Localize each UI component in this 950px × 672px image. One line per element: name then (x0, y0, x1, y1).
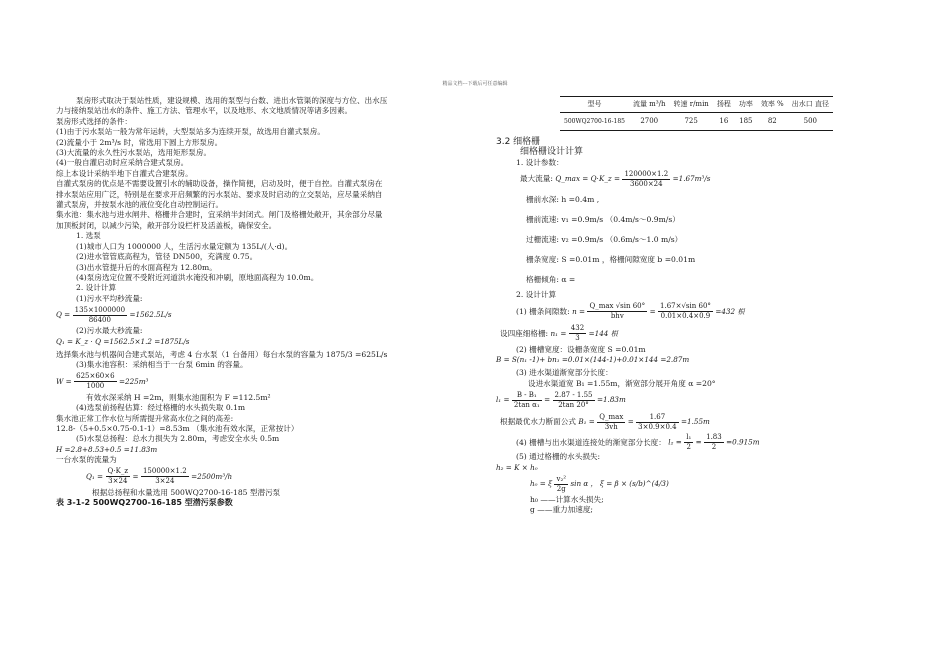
paragraph-line: (2)流量小于 2m³/s 时，常选用下圆上方形泵房。 (56, 137, 223, 147)
equation-volume: W = $\frac{625\times 60\times 6}{1000}$ =225m³ (56, 372, 149, 391)
equation-h0: h₀ = ξ $\frac{\text{v₂²}}{2g}$ sin α ， ξ = β × (s/b)^(4/3) (530, 474, 669, 493)
section-heading: 2. 设计计算 (516, 290, 557, 300)
subsection-heading: 细格栅设计计算 (520, 147, 584, 158)
table-caption: 表 3-1-2 500WQ2700-16-185 型潜污泵参数 (56, 498, 233, 507)
table-cell: 2700 (629, 113, 670, 131)
paragraph-line: (1)污水平均秒流量: (76, 293, 143, 303)
paragraph-line: 有效水深采纳 H =2m，则集水池面积为 F =112.5m² (86, 392, 271, 402)
paragraph-line: (5) 通过格栅的水头损失: (516, 452, 601, 462)
fraction: $\frac{432}{3}$ (570, 324, 585, 343)
fraction: $\frac{Q\_\max √\sin 60^\circ}{\text{bhv}}$ (589, 302, 646, 321)
definition-line: h₀ ——计算水头损失; (530, 495, 604, 505)
paragraph-line: 1. 设计参数： (516, 157, 564, 167)
table-header-cell: 型号 (560, 97, 629, 113)
equation-head: H =2.8+8.53+0.5 =11.83m (56, 444, 158, 454)
table-header-cell: 扬程 (713, 97, 735, 113)
paragraph-line: 格栅倾角: α = (526, 275, 576, 285)
paragraph-line: 过栅流速: v₂ =0.9m/s （0.6m/s～1.0 m/s） (526, 235, 683, 245)
fraction: $\frac{2.87 - 1.55}{2\tan 20^\circ}$ (554, 390, 593, 409)
equation-qmax: 最大流量: Q_max = Q⋅K_z = $\frac{120000\times 1.2}{3600\times 24}$ =1.67m³/s (520, 169, 711, 188)
table-cell: 82 (757, 113, 788, 131)
paragraph-line: 排水泵站应用广泛，特别是在要求开启频繁的污水泵站、要求及时启动的立交泵站，应尽量采纳自 (56, 189, 383, 199)
paragraph-line: (1)城市人口为 1000000 人，生活污水量定额为 135L/(人·d)。 (76, 241, 293, 251)
paragraph-line: 集水池：集水池与进水闸井、格栅井合建时，宜采纳半封闭式。闸门及格栅处敞开，其余部分尽量 (56, 210, 383, 220)
paragraph-line: 栅前水深: h =0.4m , (526, 195, 600, 205)
table-cell: 500WQ2700-16-185 (560, 113, 629, 131)
fraction: $\frac{1.83}{2}$ (706, 433, 722, 452)
fraction: $\frac{\text{B - B₁}}{\text{2tan α₁}}$ (513, 390, 540, 409)
table-cell: 16 (713, 113, 735, 131)
fraction: $\frac{\text{l₁}}{2}$ (686, 433, 692, 452)
table-row (560, 113, 833, 131)
paragraph-line: 自灌式泵房的优点是不需要设置引水的辅助设备，操作简便，启动及时，便于自控。自灌式泵房在 (56, 179, 383, 189)
equation-l2-row: (4) 栅槽与出水渠道连接处的渐宽部分长度： l₂ = $\frac{\text{l₁}}{2}$ = $\frac{1.83}{2}$ =0.915m (516, 433, 760, 452)
paragraph-line: (4)泵房选定位置不受附近河道洪水淹没和冲刷，原地面高程为 10.0m。 (76, 272, 319, 282)
left-column (56, 96, 476, 508)
table-cell: 500 (788, 113, 833, 131)
fraction: $\frac{150000\times 1.2}{3\times 24}$ (142, 467, 187, 486)
fraction: $\frac{\text{v₂²}}{2g}$ (556, 474, 567, 493)
paragraph-line: 设进水渠道宽 B₁ =1.55m，渐宽部分展开角度 α =20° (528, 378, 716, 388)
table-cell: 725 (670, 113, 713, 131)
table-header-cell: 效率 % (757, 97, 788, 113)
paragraph-line: (4)选泵前扬程估算：经过格栅的水头损失取 0.1m (76, 403, 246, 413)
paragraph-line: (3)大流量的永久性污水泵站，选用矩形泵房。 (56, 148, 212, 158)
equation-l1: l₁ = $\frac{\text{B - B₁}}{\text{2tan α₁}}$ = $\frac{2.87 - 1.55}{2\tan 20^\circ}$ =1.83m (496, 390, 626, 409)
paragraph-line: 加顶板封闭，以减少污染，敞开部分设栏杆及活盖板，确保安全。 (56, 220, 277, 230)
equation-pump-flow: Q₁ = $\frac{Q\cdot K\_z}{3\times 24}$ = $\frac{150000\times 1.2}{3\times 24}$ =2500m³/h (86, 467, 233, 486)
paragraph-line: (4)一般自灌启动时应采纳合建式泵房。 (56, 158, 189, 168)
fraction: $\frac{1.67\times√\sin 60^\circ}{0.01\times 0.4\times 0.9}$ (660, 302, 711, 321)
paragraph-line: 一台水泵的流量为 (56, 455, 117, 465)
paragraph-line: (3)集水池容积：采纳相当于一台泵 6min 的容量。 (76, 360, 248, 370)
paragraph-line: 12.8-（5+0.5×0.75-0.1-1）=8.53m （集水池有效水深，正常按计） (56, 423, 299, 433)
fraction: $\frac{120000\times 1.2}{3600\times 24}$ (624, 169, 669, 188)
page-header: 精品文档---下载后可任意编辑 (442, 81, 508, 87)
equation-n1: 设四座细格栅: n₁ = $\frac{432}{3}$ =144 根 (500, 324, 618, 343)
paragraph-line: (2)进水管管底高程为，管径 DN500，充满度 0.75。 (76, 252, 258, 262)
right-column (496, 96, 896, 516)
table-header-cell: 流量 m³/h (629, 97, 670, 113)
section-heading: 1. 选泵 (76, 231, 101, 241)
fraction: $\frac{135\times 1000000}{86400}$ (74, 305, 126, 324)
paragraph-line: 力与接纳泵站出水的条件、施工方法、管理水平，以及地形、水文地质情况等诸多因素。 (56, 106, 353, 116)
paragraph-line: 综上本设计采纳半地下自灌式合建泵房。 (56, 168, 193, 178)
section-heading: 2. 设计计算 (76, 283, 117, 293)
equation-width: B = S(n₁ -1)+ bn₁ =0.01×(144-1)+0.01×144 =2.87m (496, 355, 690, 365)
paragraph-line: 选择集水池与机器间合建式泵站，考虑 4 台水泵（1 台备用）每台水泵的容量为 1875/3 =625L/s (56, 349, 388, 359)
fraction: $\frac{Q\_\max}{3vh}$ (599, 412, 624, 431)
paragraph-line: 灌式泵房，并按泵水池的液位变化自动控制运行。 (56, 200, 224, 210)
equation-max-flow: Q₁ = K_z ⋅ Q =1562.5×1.2 =1875L/s (56, 336, 190, 346)
paragraph-line: 集水池正常工作水位与所需提升常高水位之间的高差: (56, 413, 234, 423)
paragraph-line: (2)污水最大秒流量: (76, 326, 143, 336)
paragraph-line: 泵房形式取决于泵站性质，建设规模、选用的泵型与台数、进出水管渠的深度与方位、出水压 (76, 96, 388, 105)
table-header-row (560, 97, 833, 113)
paragraph-line: 栅条宽度: S =0.01m ，格栅间隙宽度 b =0.01m (526, 255, 696, 265)
equation-b1: 根据最优水力断面公式 B₁ = $\frac{Q\_\max}{3vh}$ = $\frac{1.67}{3\times 0.9\times 0.4}$ =1.55m (500, 412, 710, 431)
fraction: $\frac{Q\cdot K\_z}{3\times 24}$ (107, 467, 129, 486)
equation-avg-flow: Q = $\frac{135\times 1000000}{86400}$ =1562.5L/s (56, 305, 172, 324)
paragraph-line: 根据总扬程和水量选用 500WQ2700-16-185 型潜污泵 (92, 487, 281, 497)
fraction: $\frac{1.67}{3\times 0.9\times 0.4}$ (638, 412, 677, 431)
table-header-cell: 转速 r/min (670, 97, 713, 113)
paragraph-line: 栅前流速: v₁ =0.9m/s （0.4m/s～0.9m/s） (526, 215, 680, 225)
equation-h2: h₂ = K × h₀ (496, 462, 538, 472)
equation-bar-count: (1) 栅条间隙数: n = $\frac{Q\_\max √\sin 60^\circ}{\text{bhv}}$ = $\frac{1.67\times√\sin 60^\circ}{0.01\times 0.4\times 0.9}$ =432 根 (516, 302, 745, 321)
paragraph-line: 泵房形式选择的条件： (56, 116, 132, 126)
paragraph-line: (5)水泵总扬程：总水力损失为 2.80m，考虑安全水头 0.5m (76, 434, 280, 444)
pump-spec-table (560, 96, 833, 131)
section-heading: 3.2 细格栅 (496, 137, 541, 147)
paragraph-line: (2) 栅槽宽度：设栅条宽度 S =0.01m (516, 344, 646, 354)
table-header-cell: 出水口 直径 (788, 97, 833, 113)
fraction: $\frac{625\times 60\times 6}{1000}$ (76, 372, 115, 391)
paragraph-line: (1)由于污水泵站一般为常年运转，大型泵站多为连续开泵，故选用自灌式泵房。 (56, 127, 325, 137)
table-header-cell: 功率 (735, 97, 757, 113)
definition-line: g ——重力加速度; (530, 505, 593, 515)
paragraph-line: (3)出水管提升后的水面高程为 12.80m。 (76, 262, 217, 272)
table-cell: 185 (735, 113, 757, 131)
paragraph-line: (3) 进水渠道渐宽部分长度： (516, 368, 613, 378)
